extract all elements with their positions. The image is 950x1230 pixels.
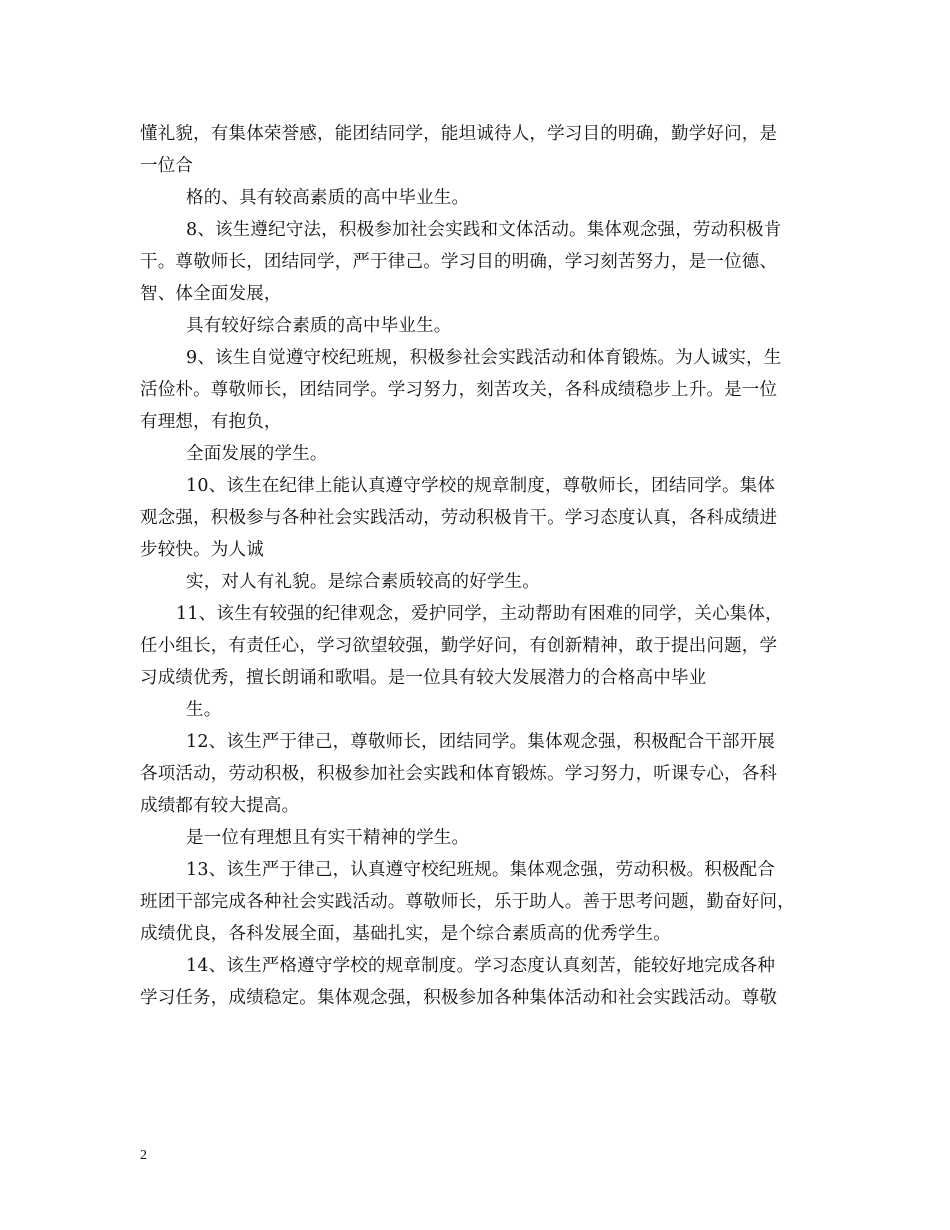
text-line: 是一位有理想且有实干精神的学生。 xyxy=(186,828,470,848)
text-line: 一位合 xyxy=(140,156,194,176)
document-body xyxy=(140,118,820,1014)
text-line: 观念强，积极参与各种社会实践活动，劳动积极肯干。学习态度认真，各科成绩进 xyxy=(140,508,778,528)
text-line: 各项活动，劳动积极，积极参加社会实践和体育锻炼。学习努力，听课专心，各科 xyxy=(140,764,778,784)
text-line: 实，对人有礼貌。是综合素质较高的好学生。 xyxy=(186,572,540,592)
text-line: 步较快。为人诚 xyxy=(140,540,264,560)
text-line: 任小组长，有责任心，学习欲望较强，勤学好问，有创新精神，敢于提出问题，学 xyxy=(140,636,778,656)
text-line: 具有较好综合素质的高中毕业生。 xyxy=(186,316,452,336)
text-line: 12、该生严于律己，尊敬师长，团结同学。集体观念强，积极配合干部开展 xyxy=(186,732,776,752)
text-line: 有理想，有抱负， xyxy=(140,412,282,432)
text-line: 成绩优良，各科发展全面，基础扎实，是个综合素质高的优秀学生。 xyxy=(140,924,671,944)
text-line: 格的、具有较高素质的高中毕业生。 xyxy=(186,188,470,208)
text-line: 全面发展的学生。 xyxy=(186,444,328,464)
text-line: 10、该生在纪律上能认真遵守学校的规章制度，尊敬师长，团结同学。集体 xyxy=(186,476,776,496)
text-line: 生。 xyxy=(186,700,222,720)
text-line: 11、该生有较强的纪律观念，爱护同学，主动帮助有困难的同学，关心集体， xyxy=(176,604,783,624)
text-line: 活俭朴。尊敬师长，团结同学。学习努力，刻苦攻关，各科成绩稳步上升。是一位 xyxy=(140,380,778,400)
text-line: 学习任务，成绩稳定。集体观念强，积极参加各种集体活动和社会实践活动。尊敬 xyxy=(140,988,778,1008)
text-line: 智、体全面发展， xyxy=(140,284,282,304)
text-line: 班团干部完成各种社会实践活动。尊敬师长，乐于助人。善于思考问题，勤奋好问， xyxy=(140,892,795,912)
text-line: 习成绩优秀，擅长朗诵和歌唱。是一位具有较大发展潜力的合格高中毕业 xyxy=(140,668,707,688)
text-line: 成绩都有较大提高。 xyxy=(140,796,300,816)
page-number: 2 xyxy=(140,1148,147,1163)
text-line: 懂礼貌，有集体荣誉感，能团结同学，能坦诚待人，学习目的明确，勤学好问，是 xyxy=(140,124,778,144)
text-line: 9、该生自觉遵守校纪班规，积极参社会实践活动和体育锻炼。为人诚实，生 xyxy=(186,348,782,368)
text-line: 14、该生严格遵守学校的规章制度。学习态度认真刻苦，能较好地完成各种 xyxy=(186,956,776,976)
text-line: 8、该生遵纪守法，积极参加社会实践和文体活动。集体观念强，劳动积极肯 xyxy=(186,220,782,240)
text-line: 干。尊敬师长，团结同学，严于律己。学习目的明确，学习刻苦努力，是一位德、 xyxy=(140,252,778,272)
text-line: 13、该生严于律己，认真遵守校纪班规。集体观念强，劳动积极。积极配合 xyxy=(186,860,776,880)
